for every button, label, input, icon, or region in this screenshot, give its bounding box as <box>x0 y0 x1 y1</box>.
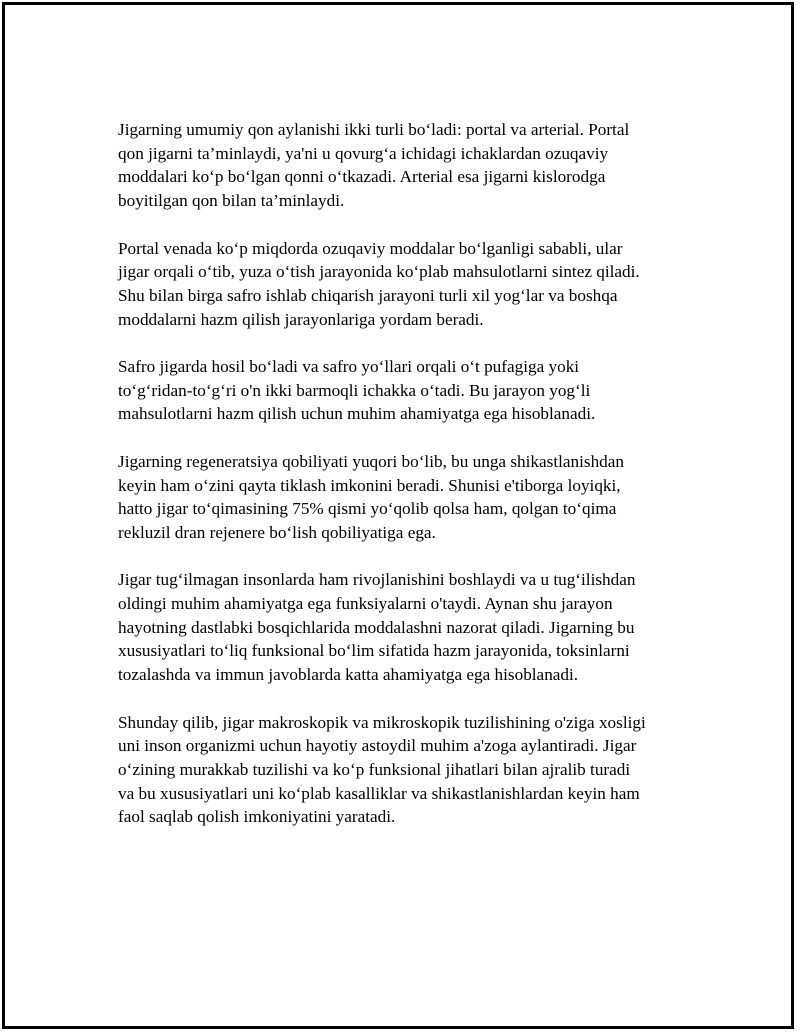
paragraph-line: Shunday qilib, jigar makroskopik va mikroskopik tuzilishining o'ziga xosligi <box>118 712 646 732</box>
paragraph-line: o‘zining murakkab tuzilishi va ko‘p funksional jihatlari bilan ajralib turadi <box>118 759 631 779</box>
paragraph-line: jigar orqali o‘tib, yuza o‘tish jarayonida ko‘plab mahsulotlarni sintez qiladi. <box>118 262 640 282</box>
paragraph-line: to‘g‘ridan-to‘g‘ri o'n ikki barmoqli ichakka o‘tadi. Bu jarayon yog‘li <box>118 380 591 400</box>
paragraph-1 <box>118 118 678 213</box>
paragraph-5 <box>118 568 678 687</box>
paragraph-line: moddalarni hazm qilish jarayonlariga yordam beradi. <box>118 309 484 329</box>
paragraph-line: faol saqlab qolish imkoniyatini yaratadi. <box>118 807 396 827</box>
paragraph-4 <box>118 450 678 545</box>
paragraph-line: Jigarning umumiy qon aylanishi ikki turli bo‘ladi: portal va arterial. Portal <box>118 120 630 139</box>
paragraph-line: hatto jigar to‘qimasining 75% qismi yo‘qolib qolsa ham, qolgan to‘qima <box>118 499 617 519</box>
paragraph-line: Shu bilan birga safro ishlab chiqarish jarayoni turli xil yog‘lar va boshqa <box>118 285 618 305</box>
paragraph-line: tozalashda va immun javoblarda katta ahamiyatga ega hisoblanadi. <box>118 665 579 685</box>
paragraph-line: keyin ham o‘zini qayta tiklash imkonini beradi. Shunisi e'tiborga loyiqki, <box>118 475 621 495</box>
paragraph-6 <box>118 711 678 830</box>
paragraph-line: Portal venada ko‘p miqdorda ozuqaviy moddalar bo‘lganligi sababli, ular <box>118 238 623 258</box>
paragraph-line: boyitilgan qon bilan ta’minlaydi. <box>118 191 345 211</box>
paragraph-line: oldingi muhim ahamiyatga ega funksiyalarni o'taydi. Aynan shu jarayon <box>118 594 613 613</box>
paragraph-line: moddalari ko‘p bo‘lgan qonni o‘tkazadi. Arterial esa jigarni kislorodga <box>118 167 606 187</box>
paragraph-line: qon jigarni ta’minlaydi, ya'ni u qovurg‘a ichidagi ichaklardan ozuqaviy <box>118 143 609 163</box>
paragraph-line: xususiyatlari to‘liq funksional bo‘lim sifatida hazm jarayonida, toksinlarni <box>118 641 630 661</box>
paragraph-line: hayotning dastlabki bosqichlarida moddalashni nazorat qiladi. Jigarning bu <box>118 617 635 637</box>
paragraph-line: Jigarning regeneratsiya qobiliyati yuqori bo‘lib, bu unga shikastlanishdan <box>118 451 624 471</box>
paragraph-line: rekluzil dran rejenere bo‘lish qobiliyatiga ega. <box>118 522 436 542</box>
paragraph-2 <box>118 237 678 332</box>
paragraph-3 <box>118 355 678 426</box>
paragraph-line: va bu xususiyatlari uni ko‘plab kasalliklar va shikastlanishlardan keyin ham <box>118 783 640 803</box>
document-body <box>118 118 678 853</box>
paragraph-line: Jigar tug‘ilmagan insonlarda ham rivojlanishini boshlaydi va u tug‘ilishdan <box>118 570 636 590</box>
paragraph-line: Safro jigarda hosil bo‘ladi va safro yo‘llari orqali o‘t pufagiga yoki <box>118 357 580 376</box>
paragraph-line: uni inson organizmi uchun hayotiy astoydil muhim a'zoga aylantiradi. Jigar <box>118 736 637 756</box>
paragraph-line: mahsulotlarni hazm qilish uchun muhim ahamiyatga ega hisoblanadi. <box>118 404 596 424</box>
